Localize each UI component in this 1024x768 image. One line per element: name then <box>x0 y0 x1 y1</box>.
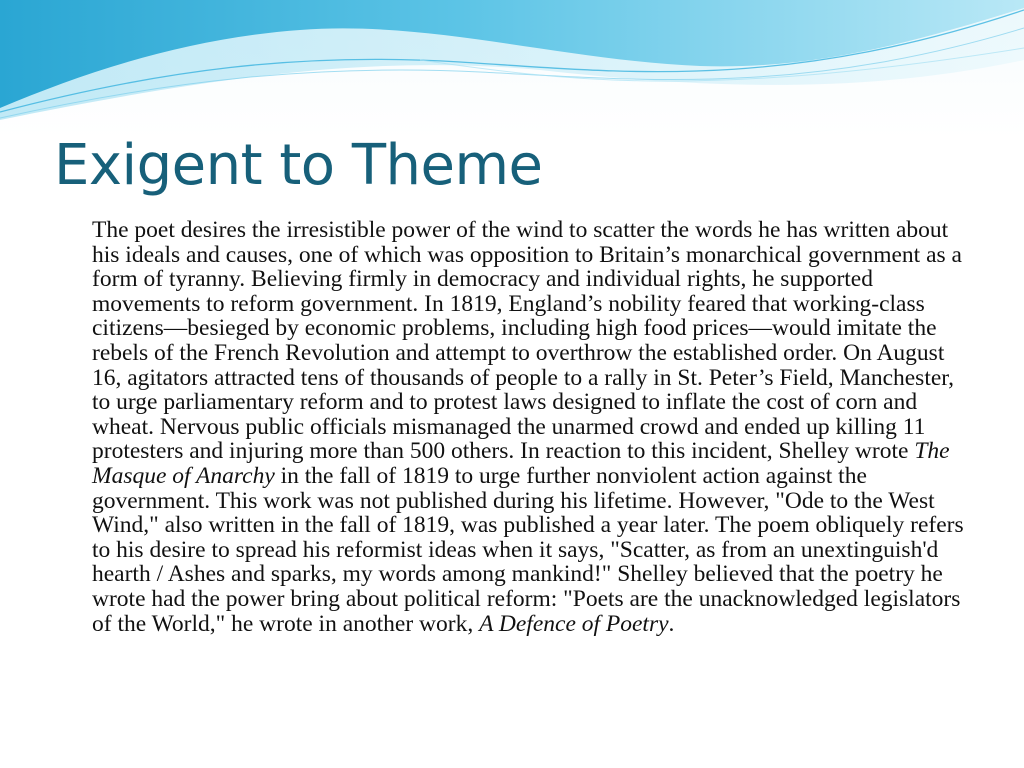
body-text-part-1: The poet desires the irresistible power of the wind to scatter the words he has written about his ideals and causes, one of which was opposition to Britain’s monarchical government as a form of tyranny. Believing firmly in democracy and individual rights, he supported movements to reform government. In 1819, England’s nobility feared that working-class citizens—besieged by economic problems, including high food prices—would imitate the rebels of the French Revolution and attempt to overthrow the established order. On August 16, agitators attracted tens of thousands of people to a rally in St. Peter’s Field, Manchester, to urge parliamentary reform and to protest laws designed to inflate the cost of corn and wheat. Nervous public officials mismanaged the unarmed crowd and ended up killing 11 protesters and injuring more than 500 others. In reaction to this incident, Shelley wrote <box>92 217 962 465</box>
work-title-masque-of-anarchy: The Masque of Anarchy <box>92 438 950 489</box>
wave-header-decoration <box>0 0 1024 130</box>
body-text-part-2: in the fall of 1819 to urge further nonviolent action against the government. This work was not published during his lifetime. However, "Ode to the West Wind," also written in the fall of 1819, was published a year later. The poem obliquely refers to his desire to spread his reformist ideas when it says, "Scatter, as from an unextinguish'd hearth / Ashes and sparks, my words among mankind!" Shelley believed that the poetry he wrote had the power bring about political reform: "Poets are the unacknowledged legislators of the World," he wrote in another work, <box>92 462 964 637</box>
body-text-part-3: . <box>668 610 675 637</box>
work-title-defence-of-poetry: A Defence of Poetry <box>479 610 669 637</box>
slide-body-text <box>92 218 972 636</box>
slide-title: Exigent to Theme <box>54 133 543 198</box>
